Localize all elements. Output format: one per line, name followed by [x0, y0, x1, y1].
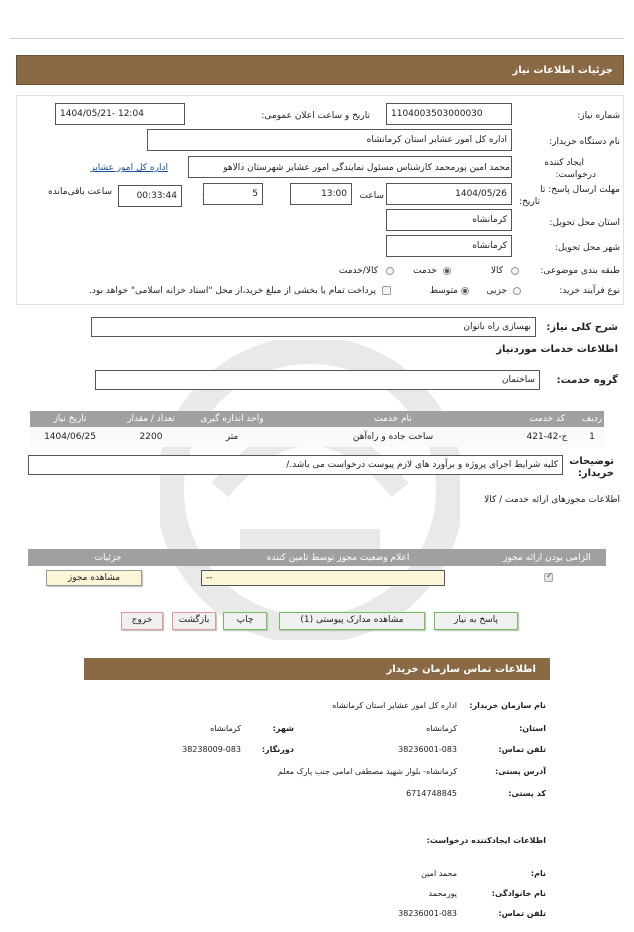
process-option-medium: متوسط: [429, 286, 458, 296]
page-header: [16, 55, 624, 85]
contact-city-value: کرمانشاه: [210, 724, 241, 733]
contact-phone-label: تلفن تماس:: [498, 745, 546, 754]
process-label: نوع فرآیند خرید:: [559, 286, 620, 296]
deadline-label-1: مهلت ارسال پاسخ: تا: [540, 185, 620, 195]
col-qty: تعداد / مقدار: [127, 414, 175, 424]
category-radio-service[interactable]: [443, 267, 451, 275]
creator-label-2: درخواست:: [555, 170, 596, 180]
creator-value: محمد امین پورمحمد کارشناس مسئول نمایندگی امور عشایر شهرستان دالاهو: [223, 163, 510, 173]
time-label: ساعت: [359, 191, 384, 201]
back-button[interactable]: بازگشت: [172, 612, 216, 630]
cell-code: ج-42-421: [526, 432, 568, 442]
col-unit: واحد اندازه گیری: [200, 414, 264, 424]
summary-field: بهسازی راه بانوان: [91, 317, 536, 337]
services-table-header: [30, 411, 604, 427]
creator-label-1: ایجاد کننده: [544, 158, 584, 168]
reply-button[interactable]: پاسخ به نیاز: [434, 612, 518, 630]
deadline-time-field: 13:00: [290, 183, 352, 205]
process-option-minor: جزیی: [486, 286, 507, 296]
deadline-label-2: تاریخ:: [519, 197, 540, 207]
payment-checkbox[interactable]: [382, 286, 391, 295]
view-permit-button[interactable]: مشاهده مجوز: [46, 570, 142, 586]
permit-required-checkbox: ✓: [546, 571, 553, 580]
remaining-label: ساعت باقی‌مانده: [48, 187, 112, 197]
contact-postal-value: 6714748845: [406, 789, 457, 798]
contact-postal-label: کد پستی:: [508, 789, 546, 798]
contact-phone-value: 38236001-083: [398, 745, 457, 754]
contact-address-value: کرمانشاه- بلوار شهید مصطفی امامی جنب پارک معلم: [277, 767, 457, 776]
category-option-goods: کالا: [490, 266, 503, 276]
top-rule: [10, 38, 624, 39]
creator-phone-label: تلفن تماس:: [498, 909, 546, 918]
category-radio-both[interactable]: [386, 267, 394, 275]
payment-text: پرداخت تمام یا بخشی از مبلغ خرید،از محل "اسناد خزانه اسلامی" خواهد بود.: [88, 286, 376, 296]
exit-button[interactable]: خروج: [121, 612, 163, 630]
contact-fax-value: 38238009-083: [182, 745, 241, 754]
cell-name: ساخت جاده و راه‌آهن: [352, 432, 434, 442]
announce-label: تاریخ و ساعت اعلان عمومی:: [261, 111, 370, 121]
process-radio-minor[interactable]: [513, 287, 521, 295]
attachments-button[interactable]: مشاهده مدارک پیوستی (1): [279, 612, 425, 630]
contact-address-label: آدرس پستی:: [495, 767, 546, 776]
announce-field: 1404/05/21- 12:04: [55, 103, 185, 125]
buyer-label: نام دستگاه خریدار:: [549, 137, 620, 147]
city-field: کرمانشاه: [386, 235, 512, 257]
creator-link[interactable]: اداره کل امور عشایر: [90, 163, 168, 173]
contact-fax-label: دورنگار:: [261, 745, 294, 754]
creator-name-value: محمد امین: [421, 869, 457, 878]
cell-qty: 2200: [139, 432, 163, 442]
org-value: اداره کل امور عشایر استان کرمانشاه: [332, 701, 457, 710]
contact-title: اطلاعات تماس سازمان خریدار: [386, 664, 536, 675]
table-row: [30, 427, 604, 447]
summary-label: شرح کلی نیاز:: [546, 322, 618, 333]
services-table: [30, 411, 604, 447]
category-radio-goods[interactable]: [511, 267, 519, 275]
print-button[interactable]: چاپ: [223, 612, 267, 630]
category-option-both: کالا/خدمت: [338, 266, 378, 276]
creator-phone-value: 38236001-083: [398, 909, 457, 918]
col-code: کد خدمت: [529, 414, 565, 424]
cell-unit: متر: [225, 432, 239, 442]
contact-city-label: شهر:: [272, 724, 294, 733]
category-label: طبقه بندی موضوعی:: [540, 266, 620, 276]
creator-name-label: نام:: [530, 869, 546, 878]
province-field: کرمانشاه: [386, 209, 512, 231]
city-label: شهر محل تحویل:: [554, 243, 620, 253]
creator-family-value: پورمحمد: [428, 889, 457, 898]
permit-col-required: الزامی بودن ارائه مجوز: [503, 552, 591, 563]
col-date: تاریخ نیاز: [53, 414, 87, 424]
permit-status-field: --: [201, 570, 445, 586]
cell-row: 1: [589, 432, 595, 442]
services-heading: اطلاعات خدمات موردنیاز: [496, 344, 618, 355]
org-label: نام سازمان خریدار:: [469, 701, 546, 710]
creator-info-heading: اطلاعات ایجادکننده درخواست:: [426, 836, 546, 845]
buyer-field: اداره کل امور عشایر استان کرمانشاه: [147, 129, 512, 151]
contact-province-value: کرمانشاه: [426, 724, 457, 733]
need-number-field: 1104003503000030: [386, 103, 512, 125]
permits-table-header: [28, 549, 606, 566]
cell-date: 1404/06/25: [44, 432, 96, 442]
col-row: ردیف: [581, 414, 603, 424]
permits-heading: اطلاعات مجوزهای ارائه خدمت / کالا: [484, 495, 620, 505]
permit-col-status: اعلام وضعیت مجوز توسط تامین کننده: [266, 552, 410, 563]
deadline-date-field: 1404/05/26: [386, 183, 512, 205]
col-name: نام خدمت: [374, 414, 412, 424]
remaining-field: 00:33:44: [118, 185, 182, 207]
creator-family-label: نام خانوادگی:: [491, 889, 546, 898]
page-title: جزئیات اطلاعات نیاز: [512, 65, 613, 76]
group-label: گروه خدمت:: [556, 375, 618, 386]
notes-label-2: خریدار:: [577, 468, 614, 479]
group-field: ساختمان: [95, 370, 540, 390]
contact-header: [84, 658, 550, 680]
province-label: استان محل تحویل:: [549, 218, 620, 228]
notes-label-1: توضیحات: [569, 456, 614, 467]
notes-field: کلیه شرایط اجرای پروژه و برآورد های لازم پیوست درخواست می باشد./: [28, 455, 563, 475]
permit-col-details: جزئیات: [94, 552, 122, 563]
category-option-service: خدمت: [413, 266, 437, 276]
days-field: 5: [203, 183, 263, 205]
contact-province-label: استان:: [519, 724, 546, 733]
process-radio-medium[interactable]: [461, 287, 469, 295]
need-number-label: شماره نیاز:: [577, 111, 620, 121]
